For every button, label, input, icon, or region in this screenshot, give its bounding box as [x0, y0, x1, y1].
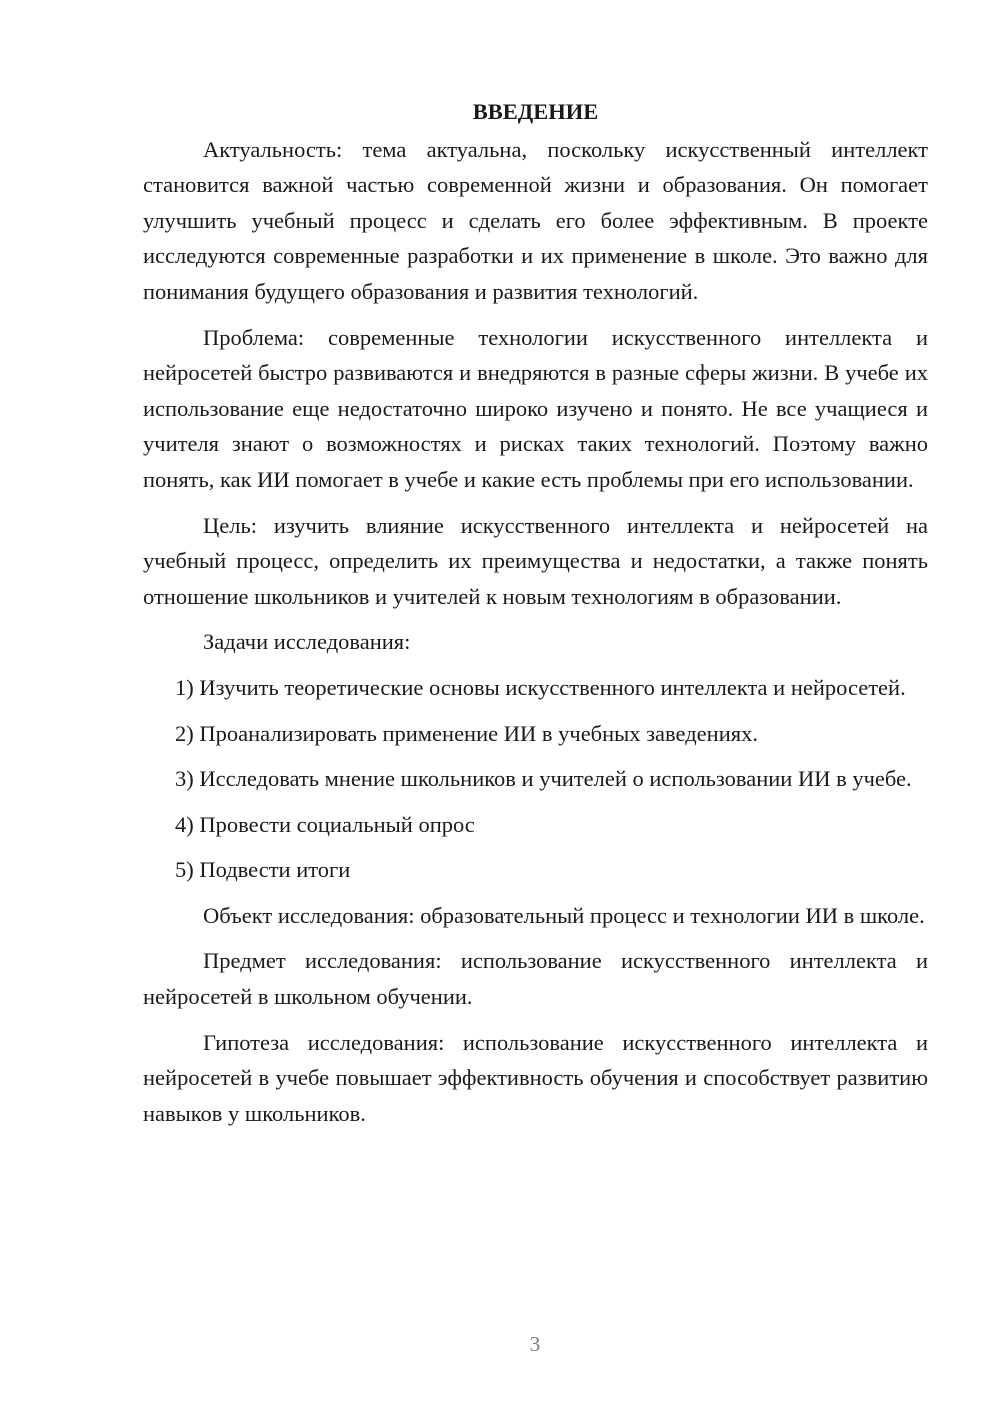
page-content: [143, 94, 928, 1131]
task-item-1: 1) Изучить теоретические основы искусственного интеллекта и нейросетей.: [175, 674, 906, 700]
paragraph-problem: Проблема: современные технологии искусственного интеллекта и нейросетей быстро развиваются и внедряются в разные сферы жизни. В учебе их использование еще недостаточно широко изучено и понято. Не все учащиеся и учителя знают о возможностях и рисках таких технологий. Поэтому важно понять, как ИИ помогает в учебе и какие есть проблемы при его использовании.: [143, 324, 928, 492]
paragraph-hypothesis: Гипотеза исследования: использование искусственного интеллекта и нейросетей в учебе повышает эффективность обучения и способствует развитию навыков у школьников.: [143, 1029, 928, 1126]
page-number: 3: [529, 1332, 541, 1356]
paragraph-object: Объект исследования: образовательный процесс и технологии ИИ в школе.: [203, 902, 925, 928]
page-title: ВВЕДЕНИЕ: [472, 99, 599, 124]
task-item-3: 3) Исследовать мнение школьников и учителей о использовании ИИ в учебе.: [175, 766, 912, 792]
paragraph-tasks-heading: Задачи исследования:: [203, 629, 411, 655]
paragraph-goal: Цель: изучить влияние искусственного интеллекта и нейросетей на учебный процесс, определить их преимущества и недостатки, а также понять отношение школьников и учителей к новым технологиям в образовании.: [143, 512, 928, 609]
task-item-2: 2) Проанализировать применение ИИ в учебных заведениях.: [175, 720, 758, 746]
paragraph-relevance: Актуальность: тема актуальна, поскольку искусственный интеллект становится важной частью современной жизни и образования. Он помогает улучшить учебный процесс и сделать его более эффективным. В проекте исследуются современные разработки и их применение в школе. Это важно для понимания будущего образования и развития технологий.: [143, 136, 928, 304]
paragraph-subject: Предмет исследования: использование искусственного интеллекта и нейросетей в школьном обучении.: [143, 948, 928, 1010]
task-item-5: 5) Подвести итоги: [175, 857, 351, 883]
task-item-4: 4) Провести социальный опрос: [175, 811, 475, 837]
